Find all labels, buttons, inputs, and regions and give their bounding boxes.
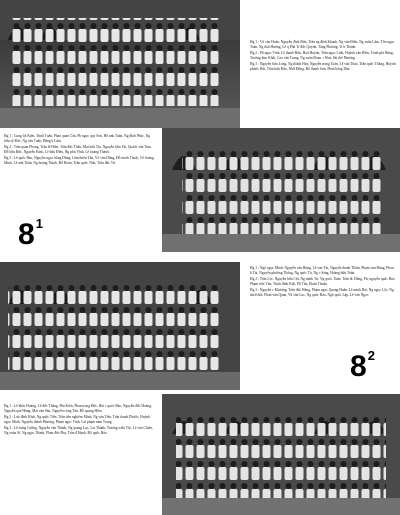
class-photo-image: [0, 262, 240, 390]
class-number: 8: [18, 218, 34, 251]
class-photo-image: [162, 394, 400, 515]
caption-row-1: Hg 1 : Lê khắc Hoàng, Lê đức Thắng, Bùi Kiên, Phan trọng Đức, Bùi c quốc Bảo, Nguyễn đức Hoàng, Nguyễn quế Hùng, Mai văn Sâu, Nguyễn công Tân, Đỗ quang Hiền.: [4, 404, 152, 413]
class-photo-8-1-bottom: [162, 128, 400, 252]
class-photo-8-1-top: [0, 0, 240, 128]
caption-row-2: Hg 2 : Ph ngọc Vinh, Lê thanh Bửu, Hoà Huỳnh, Trần ngọc Linh, Huỳnh văn Hiền, Trịnh phi Hùng, Trương kim Khôi, Cao văn Trung, Ng xuân Đoan + Hoà, Sài thế Phương.: [250, 51, 394, 60]
class-section: 1: [35, 216, 42, 231]
caption-row-2: Hg 2 : Trần Lộc, Nguyễn hữu Chí, Ng minh Trí, Ng quốc Tuấn, Trần đc Dũng, Ph, nguyễn quốc Bảo, Phạm tiến Văn, Trịnh đình Kiệt, Ph Tấn, Đoàn Thuận.: [250, 277, 396, 286]
caption-row-3: Hg 3 : Lê trọng Cường, Nguyễn văn Thành, Ng quang Lục, Lai Thành, Trương triều Thi, Lê văn Chiến, Ng xuân Sĩ, Ng ngọc Thành, Phan đức Phụ, Trần đ Hạnh, Đỗ quốc Hảo.: [4, 426, 153, 435]
class-photo-8-2-bottom: [162, 394, 400, 515]
caption-row-1: Hg 1 : Cung lợi Kiên, Trịnh Tuấn, Phan quan Cẩn, Ph ngọc quy Sơn, Hồ anh Tuấn, Ng đình Phúc, Ng hữu sỹ Đức, Ng văn Tuấn, Đặng h Lâm.: [4, 134, 151, 143]
caption-row-3: Hg 3 : Lê quốc Bảo, Nguyễn ngọc hùng Dũng, Lâm thiên Tân, Võ văn Dũng, Đỗ minh Thuật, Võ hoàng Minh, Lê anh Tuấn, Ng hoàng Thịnh, Đỗ Hoàn, Trần quốc Thái, Trần đức Trí.: [4, 156, 154, 165]
caption-row-3: Hg 3 : Nguyễn bửu Long, Ng thành Huy, Nguyễn trọng Toàn, Lê văn Thảo, Trần quốc Thắng, Huỳnh phước Hải, Trần hữu Hào, Nhữ Đông, Đỗ thanh Sơn, Phan hồng Dân.: [250, 62, 396, 71]
caption-photo-4: [4, 404, 154, 438]
caption-row-2: Hg 2 : Trần quan Phong, Trần lê Hiền, Trần đức Thân, Mai hữu Tín, Nguyễn hữu Tài, Quách văn Tam, Đỗ hữu Đức, Nguyễn Kinh, Lê hữu Điều, Hg phú Vĩnh, Lê hoàng Thành.: [4, 145, 152, 154]
caption-row-3: Hg 3 : Nguyễn c Khương, Trần đức Hùng, Phạm ngọc Quang Huấn, Lê minh Hải, Ng ngọc Lộc, Ng tấn Khôi, Phan văn Quan, Vũ văn Lục, Ng quốc Bảo, Ngô quốc Lập, Lê văn Ngọc.: [250, 288, 394, 297]
class-photo-image: [0, 0, 240, 128]
caption-row-1: Hg 1 : Ngô ngọc Minh, Nguyễn văn Hùng, Lê văn Tín, Nguyễn thanh Thâm, Phạm văn Hùng, Phan k Tài, Nguyễn phương Thông, Ng quốc Tú, Ng c Sáng, Hoàng hữu Tuấn.: [250, 266, 394, 275]
caption-photo-1: [250, 40, 396, 74]
class-label-8-2: [350, 350, 374, 384]
class-number: 8: [350, 350, 366, 383]
caption-photo-2: [4, 134, 154, 168]
caption-photo-3: [250, 266, 396, 300]
class-photo-image: [162, 128, 400, 252]
caption-row-1: Hg 1 : Võ văn Hoàn, Nguyễn đình Bửu, Trần ng đình Khanh, Ng văn Điền, Ng xuân Lâm, Tôn ngọc Toàn, Ng thái Hương, Lê q Phú Tr đức Quỳnh, Tăng Phương, Tr b Thành.: [250, 40, 395, 49]
class-label-8-1: [18, 218, 42, 252]
class-section: 2: [367, 348, 374, 363]
class-photo-8-2-top: [0, 262, 240, 390]
caption-row-2: Hg 2 : Lưu đình Khải, Ng quốc Tiến, Trần tiến nghiêm Minh, Ng văn Tiến, Trần thanh Phước, Huỳnh ngọc Minh, Nguyễn thành Phương, Phạm ngọc Vinh, Lai phạm nam Trung.: [4, 415, 150, 424]
